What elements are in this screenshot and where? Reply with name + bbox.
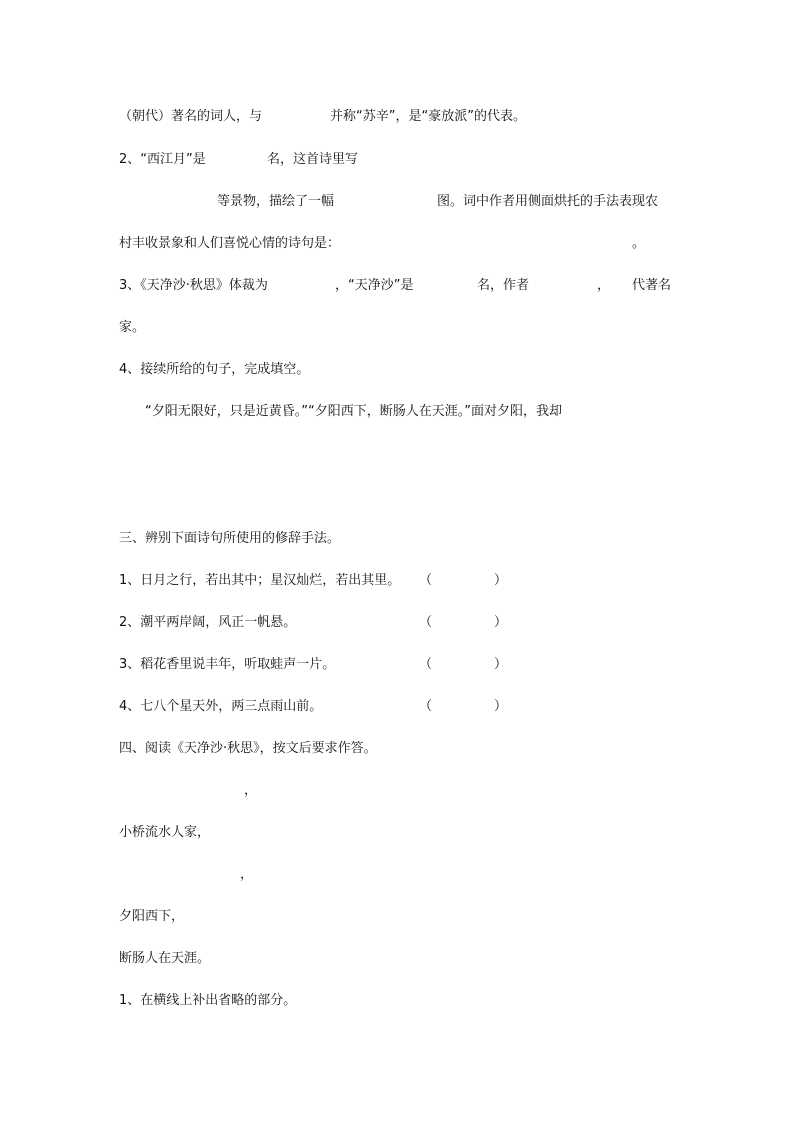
question-2-cont2-period: 。 [632,236,646,251]
rhetoric-item-3-text: 3、稻花香里说丰年，听取蛙声一片。 [119,657,336,672]
poem-line-3-comma: ， [240,867,254,882]
poem-line-2: 小桥流水人家， [119,825,211,840]
rhetoric-item-1-open-paren: （ [419,573,433,588]
section-3-heading: 三、辨别下面诗句所使用的修辞手法。 [119,531,341,546]
poem-line-5: 断肠人在天涯。 [119,951,211,966]
question-4-quote: “夕阳无限好，只是近黄昏。”“夕阳西下，断肠人在天涯。”面对夕阳，我却 [145,404,562,419]
question-3-part1: 3、《天净沙·秋思》体裁为 [119,278,268,293]
rhetoric-item-2-text: 2、潮平两岸阔，风正一帆悬。 [119,615,297,630]
rhetoric-item-1-close-paren: ） [494,573,508,588]
question-2-cont-part2: 图。词中作者用侧面烘托的手法表现农 [437,194,659,209]
rhetoric-item-2-close-paren: ） [494,615,508,630]
question-3-cont: 家。 [119,320,146,335]
rhetoric-item-4-text: 4、七八个星天外，两三点雨山前。 [119,699,323,714]
text-dynasty-line-part2: 并称“苏辛”，是“豪放派”的代表。 [330,109,526,124]
section-4-heading: 四、阅读《天净沙·秋思》，按文后要求作答。 [119,741,377,756]
rhetoric-item-4-open-paren: （ [419,699,433,714]
rhetoric-item-3-open-paren: （ [419,657,433,672]
section-4-question-1: 1、在横线上补出省略的部分。 [119,993,297,1008]
rhetoric-item-3-close-paren: ） [494,657,508,672]
poem-line-4: 夕阳西下， [119,909,185,924]
question-2-cont-part1: 等景物，描绘了一幅 [217,194,335,209]
question-2-part1: 2、“西江月”是 [119,152,206,167]
question-4: 4、接续所给的句子，完成填空。 [119,362,310,377]
rhetoric-item-1-text: 1、日月之行，若出其中；星汉灿烂，若出其里。 [119,573,401,588]
poem-line-1-comma: ， [244,783,258,798]
question-2-part2: 名，这首诗里写 [267,152,359,167]
rhetoric-item-4-close-paren: ） [494,699,508,714]
question-3-part3: 名，作者 [477,278,530,293]
question-3-part2: ，“天净沙”是 [335,278,414,293]
question-3-part5: 代著名 [632,278,672,293]
rhetoric-item-2-open-paren: （ [419,615,433,630]
question-2-cont2-part1: 村丰收景象和人们喜悦心情的诗句是： [119,236,341,251]
text-dynasty-line-part1: （朝代）著名的词人，与 [119,109,263,124]
question-3-part4: ， [597,278,611,293]
